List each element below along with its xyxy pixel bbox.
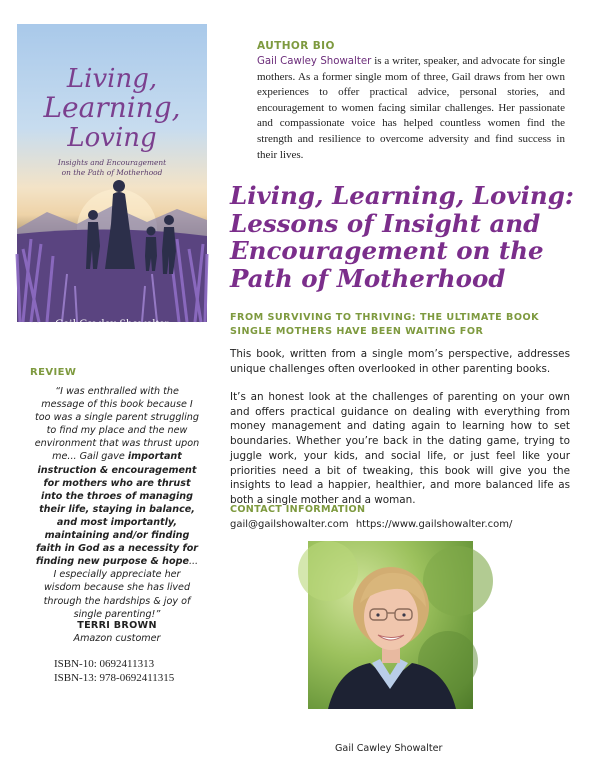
author-bio-heading: AUTHOR BIO (257, 40, 335, 52)
cover-subtitle-line2: on the Path of Motherhood (61, 167, 163, 177)
review-quote-part1: “I was enthralled with the message of this book because I too was a single parent struggling to find my place and the new environment that was thrust upon me... Gail gave (34, 386, 200, 463)
author-photo (308, 541, 473, 709)
cover-subtitle (17, 158, 207, 177)
review-quote (34, 385, 200, 621)
cover-title-line1: Living, (66, 64, 158, 94)
page-title: Living, Learning, Loving: Lessons of Insight and Encouragement on the Path of Motherhood (230, 181, 574, 293)
book-cover (17, 24, 207, 330)
review-quote-part2: ... I especially appreciate her wisdom because she has lived through the hardships & joy of single parenting!” (43, 556, 199, 620)
author-name: Gail Cawley Showalter (257, 56, 372, 67)
author-bio-text (257, 54, 565, 163)
description-paragraph-2: It’s an honest look at the challenges of parenting on your own and offers practical guidance on dealing with everything from money management and dating again to learning how to set boundaries. Whether you’re back in the dating game, trying to juggle work, your kids, and social life, or just feel like your priorities need a bit of tweaking, this book will give you the insights to lead a happier, healthier, and more balanced life as both a single mother and a woman. (230, 391, 570, 506)
contact-website[interactable]: https://www.gailshowalter.com/ (355, 519, 513, 530)
isbn-13: ISBN-13: 978-0692411315 (54, 672, 175, 684)
contact-email[interactable]: gail@gailshowalter.com (230, 519, 349, 530)
review-heading: REVIEW (30, 367, 77, 378)
author-bio-body: is a writer, speaker, and advocate for single mothers. As a former single mom of three, Gail draws from her own experiences to offer practical advice, personal stories, and encouragement to women facing similar challenges. Her passionate and compassionate voice has helped countless women find the strength and resilience to overcome adversity and find success in their lives. (257, 55, 565, 161)
author-portrait (308, 541, 473, 709)
isbn-10: ISBN-10: 0692411313 (54, 658, 155, 670)
cover-title-line2: Learning, (43, 91, 181, 124)
review-quote-emphasis: important instruction & encouragement for mothers who are thrust into the throes of managing their life, staying in balance, and most importantly, maintaining and/or finding faith in God as a necessity for finding new purpose & hope (35, 451, 199, 568)
tagline: FROM SURVIVING TO THRIVING: THE ULTIMATE BOOK SINGLE MOTHERS HAVE BEEN WAITING FOR (230, 312, 540, 337)
reviewer-name: TERRI BROWN (77, 620, 157, 631)
cover-subtitle-line1: Insights and Encouragement (57, 158, 167, 167)
contact-heading: CONTACT INFORMATION (230, 504, 366, 515)
contact-line (230, 519, 516, 530)
reviewer-role: Amazon customer (73, 633, 161, 644)
description-paragraph-1: This book, written from a single mom’s perspective, addresses unique challenges often overlooked in other parenting books. (230, 348, 570, 375)
cover-author: Gail Cawley Showalter (55, 318, 169, 330)
photo-caption: Gail Cawley Showalter (335, 743, 443, 754)
cover-title-line3: Loving (67, 123, 157, 153)
